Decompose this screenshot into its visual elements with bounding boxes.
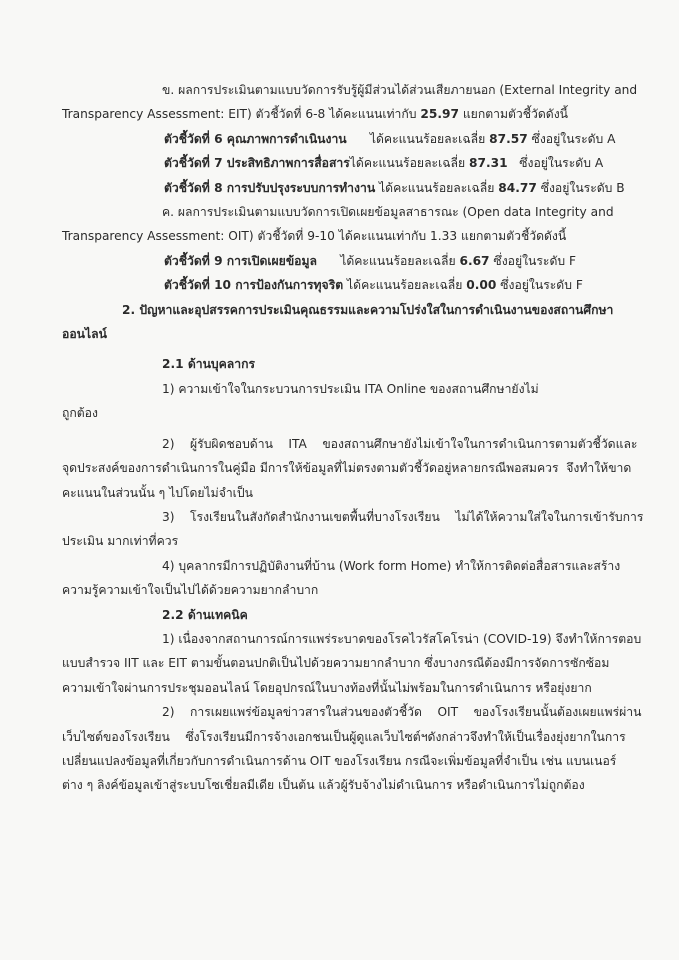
eit-intro-line1: ข. ผลการประเมินตามแบบวัดการรับรู้ผู้มีส่วนได้ส่วนเสียภายนอก (External Integrity and [162,83,638,97]
eit-total-score: 25.97 [420,107,459,122]
indicator-text: ได้คะแนนร้อยละเฉลี่ย [375,180,499,195]
eit-intro-tail: แยกตามตัวชี้วัดดังนี้ [458,107,568,122]
indicator-text: ซึ่งอยู่ในระดับ [536,180,617,195]
s22-p1-line2: แบบสำรวจ IIT และ EIT ตามขั้นตอนปกติเป็นไปด้วยความยากลำบาก ซึ่งบางกรณีต้องมีการจัดการซักซ้อม [62,656,610,671]
eit-item-8 [62,176,625,200]
indicator-level: F [575,278,583,293]
indicator-score: 87.31 [469,156,508,171]
indicator-text: ได้คะแนนร้อยละเฉลี่ย [346,131,490,146]
indicator-label: ตัวชี้วัดที่ 8 การปรับปรุงระบบการทำงาน [164,180,376,195]
indicator-text: ซึ่งอยู่ในระดับ [507,156,595,171]
oit-intro-line2: Transparency Assessment: OIT) ตัวชี้วัดที่ 9-10 ได้คะแนนเท่ากับ 1.33 แยกตามตัวชี้วัดดังนี้ [62,229,567,244]
indicator-text: ซึ่งอยู่ในระดับ [527,131,608,146]
s21-p1-line2: ถูกต้อง [62,406,98,421]
eit-item-7 [62,151,621,175]
indicator-score: 87.57 [489,131,528,146]
indicator-label: ตัวชี้วัดที่ 6 คุณภาพการดำเนินงาน [164,131,347,146]
indicator-text: ซึ่งอยู่ในระดับ [489,253,570,268]
indicator-score: 6.67 [459,253,490,268]
s21-p4-line1: 4) บุคลากรมีการปฏิบัติงานที่บ้าน (Work form Home) ทำให้การติดต่อสื่อสารและสร้าง [162,558,621,573]
s21-p3-line1: 3) โรงเรียนในสังกัดสำนักงานเขตพื้นที่บางโรงเรียน ไม่ได้ให้ความใส่ใจในการเข้ารับการ [162,509,644,524]
s22-p1-line1: 1) เนื่องจากสถานการณ์การแพร่ระบาดของโรคไวรัสโคโรน่า (COVID-19) จึงทำให้การตอบ [162,631,642,646]
eit-intro-text: Transparency Assessment: EIT) ตัวชี้วัดที่ 6-8 ได้คะแนนเท่ากับ [62,107,421,122]
section-2-heading-line1: 2. ปัญหาและอุปสรรคการประเมินคุณธรรมและความโปร่งใสในการดำเนินงานของสถานศึกษา [122,302,614,317]
eit-item-6 [62,127,621,151]
s21-p2-line2: จุดประสงค์ของการดำเนินการในคู่มือ มีการให้ข้อมูลที่ไม่ตรงตามตัวชี้วัดอยู่หลายกรณีพอสมควร จึงทำให้ขาด [62,461,632,476]
eit-intro-line2 [62,102,621,126]
indicator-label: ตัวชี้วัดที่ 7 ประสิทธิภาพการสื่อสาร [164,156,350,171]
indicator-score: 84.77 [498,180,537,195]
indicator-level: A [594,156,604,171]
s22-p2-line4: ต่าง ๆ ลิงค์ข้อมูลเข้าสู่ระบบโซเชี่ยลมีเดีย เป็นต้น แล้วผู้รับจ้างไม่ดำเนินการ หรือดำเนินการไม่ถูกต้อง [62,778,585,793]
indicator-level: F [569,253,577,268]
indicator-text: ซึ่งอยู่ในระดับ [496,278,576,293]
indicator-level: B [616,180,625,195]
section-2-heading-line2: ออนไลน์ [62,327,107,342]
oit-item-9 [62,249,621,273]
oit-item-10 [62,273,621,297]
section-2-1-heading: 2.1 ด้านบุคลากร [162,357,256,372]
s22-p2-line2: เว็บไซต์ของโรงเรียน ซึ่งโรงเรียนมีการจ้างเอกชนเป็นผู้ดูแลเว็บไซต์ฯดังกล่าวจึงทำให้เป็นเรื่องยุ่งยากในการ [62,729,626,744]
indicator-text: ได้คะแนนร้อยละเฉลี่ย [343,278,467,293]
section-2-2-heading: 2.2 ด้านเทคนิค [162,607,248,622]
indicator-text: ได้คะแนนร้อยละเฉลี่ย [316,253,460,268]
s21-p3-line2: ประเมิน มากเท่าที่ควร [62,534,179,549]
indicator-text: ได้คะแนนร้อยละเฉลี่ย [349,156,470,171]
indicator-label: ตัวชี้วัดที่ 9 การเปิดเผยข้อมูล [164,253,317,268]
oit-intro-line1: ค. ผลการประเมินตามแบบวัดการเปิดเผยข้อมูลสาธารณะ (Open data Integrity and [162,205,614,220]
indicator-label: ตัวชี้วัดที่ 10 การป้องกันการทุจริต [164,278,344,293]
s21-p4-line2: ความรู้ความเข้าใจเป็นไปได้ด้วยความยากลำบาก [62,583,319,598]
s22-p2-line3: เปลี่ยนแปลงข้อมูลที่เกี่ยวกับการดำเนินการด้าน OIT ของโรงเรียน กรณีจะเพิ่มข้อมูลที่จำเป็น เช่น แบนเนอร์ [62,753,617,768]
indicator-level: A [607,131,616,146]
s21-p1-line1: 1) ความเข้าใจในกระบวนการประเมิน ITA Online ของสถานศึกษายังไม่ [162,381,539,396]
s22-p2-line1: 2) การเผยแพร่ข้อมูลข่าวสารในส่วนของตัวชี้วัด OIT ของโรงเรียนนั้นต้องเผยแพร่ผ่าน [162,705,642,720]
s21-p2-line3: คะแนนในส่วนนั้น ๆ ไปโดยไม่จำเป็น [62,485,253,500]
s21-p2-line1: 2) ผู้รับผิดชอบด้าน ITA ของสถานศึกษายังไม่เข้าใจในการดำเนินการตามตัวชี้วัดและ [162,436,638,451]
s22-p1-line3: ความเข้าใจผ่านการประชุมออนไลน์ โดยอุปกรณ์ในบางท้องที่นั้นไม่พร้อมในการดำเนินการ หรือยุ่งยาก [62,680,592,695]
indicator-score: 0.00 [466,278,497,293]
